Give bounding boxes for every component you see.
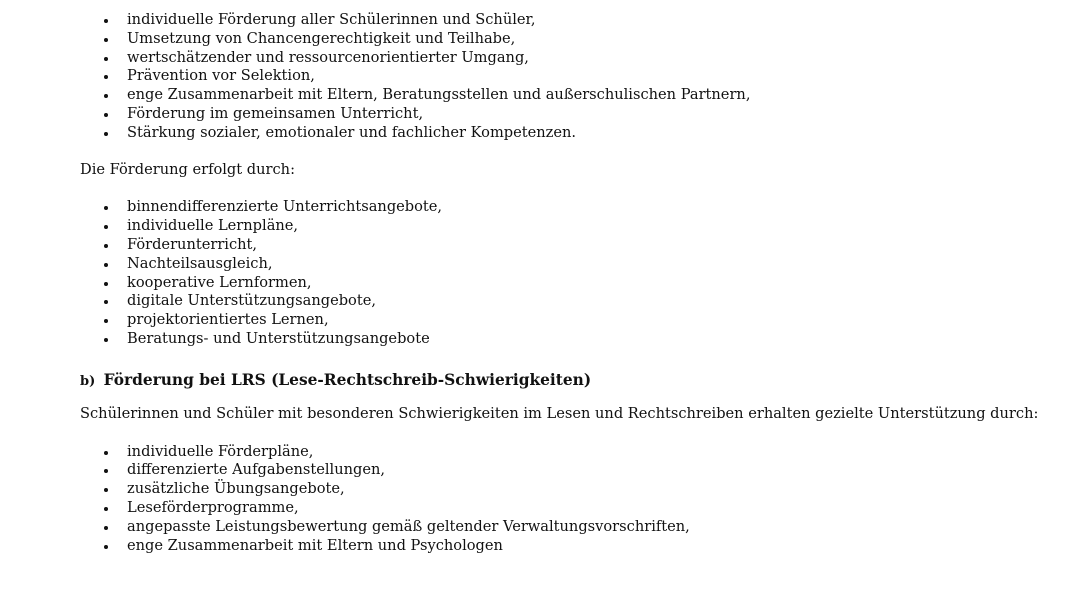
bullet-icon — [104, 244, 108, 248]
list-item: Nachteilsausgleich, — [80, 255, 1040, 274]
bullet-icon — [104, 338, 108, 342]
bullet-icon — [104, 94, 108, 98]
list-item: projektorientiertes Lernen, — [80, 311, 1040, 330]
lrs-support-list — [80, 443, 1040, 556]
bullet-icon — [104, 282, 108, 286]
list-item: Prävention vor Selektion, — [80, 67, 1040, 86]
bullet-icon — [104, 206, 108, 210]
intro-paragraph: Die Förderung erfolgt durch: — [80, 160, 295, 178]
list-item: kooperative Lernformen, — [80, 274, 1040, 293]
bullet-icon — [104, 225, 108, 229]
list-item: Leseförderprogramme, — [80, 499, 1040, 518]
bullet-icon — [104, 545, 108, 549]
bullet-icon — [104, 319, 108, 323]
bullet-icon — [104, 488, 108, 492]
bullet-icon — [104, 57, 108, 61]
list-item: binnendifferenzierte Unterrichtsangebote, — [80, 198, 1040, 217]
section-heading — [80, 367, 1040, 387]
list-item: angepasste Leistungsbewertung gemäß geltender Verwaltungsvorschriften, — [80, 518, 1040, 537]
bullet-icon — [104, 132, 108, 136]
bullet-icon — [104, 19, 108, 23]
list-item: Stärkung sozialer, emotionaler und fachlicher Kompetenzen. — [80, 124, 1040, 143]
bullet-icon — [104, 469, 108, 473]
list-item: enge Zusammenarbeit mit Eltern und Psychologen — [80, 537, 1040, 556]
list-item: individuelle Lernpläne, — [80, 217, 1040, 236]
bullet-icon — [104, 300, 108, 304]
bullet-icon — [104, 451, 108, 455]
list-item: Umsetzung von Chancengerechtigkeit und Teilhabe, — [80, 30, 1040, 49]
bullet-icon — [104, 526, 108, 530]
bullet-icon — [104, 75, 108, 79]
bullet-icon — [104, 263, 108, 267]
bullet-icon — [104, 507, 108, 511]
list-item: differenzierte Aufgabenstellungen, — [80, 461, 1040, 480]
list-item: Förderung im gemeinsamen Unterricht, — [80, 105, 1040, 124]
list-item: individuelle Förderung aller Schülerinnen und Schüler, — [80, 11, 1040, 30]
list-item: Beratungs- und Unterstützungsangebote — [80, 330, 1040, 349]
document-page — [80, 11, 1040, 555]
list-item: enge Zusammenarbeit mit Eltern, Beratungsstellen und außerschulischen Partnern, — [80, 86, 1040, 105]
list-item: wertschätzender und ressourcenorientierter Umgang, — [80, 49, 1040, 68]
list-item: individuelle Förderpläne, — [80, 443, 1040, 462]
bullet-icon — [104, 113, 108, 117]
list-item: digitale Unterstützungsangebote, — [80, 292, 1040, 311]
list-item: Förderunterricht, — [80, 236, 1040, 255]
list-item: zusätzliche Übungsangebote, — [80, 480, 1040, 499]
section-letter: b) — [80, 373, 96, 389]
lrs-intro-paragraph: Schülerinnen und Schüler mit besonderen Schwierigkeiten im Lesen und Rechtschreiben erhalten gezielte Unterstützung durch: — [80, 404, 1039, 422]
bullet-icon — [104, 38, 108, 42]
section-title: Förderung bei LRS (Lese-Rechtschreib-Schwierigkeiten) — [103, 370, 592, 389]
goals-list — [80, 11, 1040, 143]
measures-list — [80, 198, 1040, 348]
